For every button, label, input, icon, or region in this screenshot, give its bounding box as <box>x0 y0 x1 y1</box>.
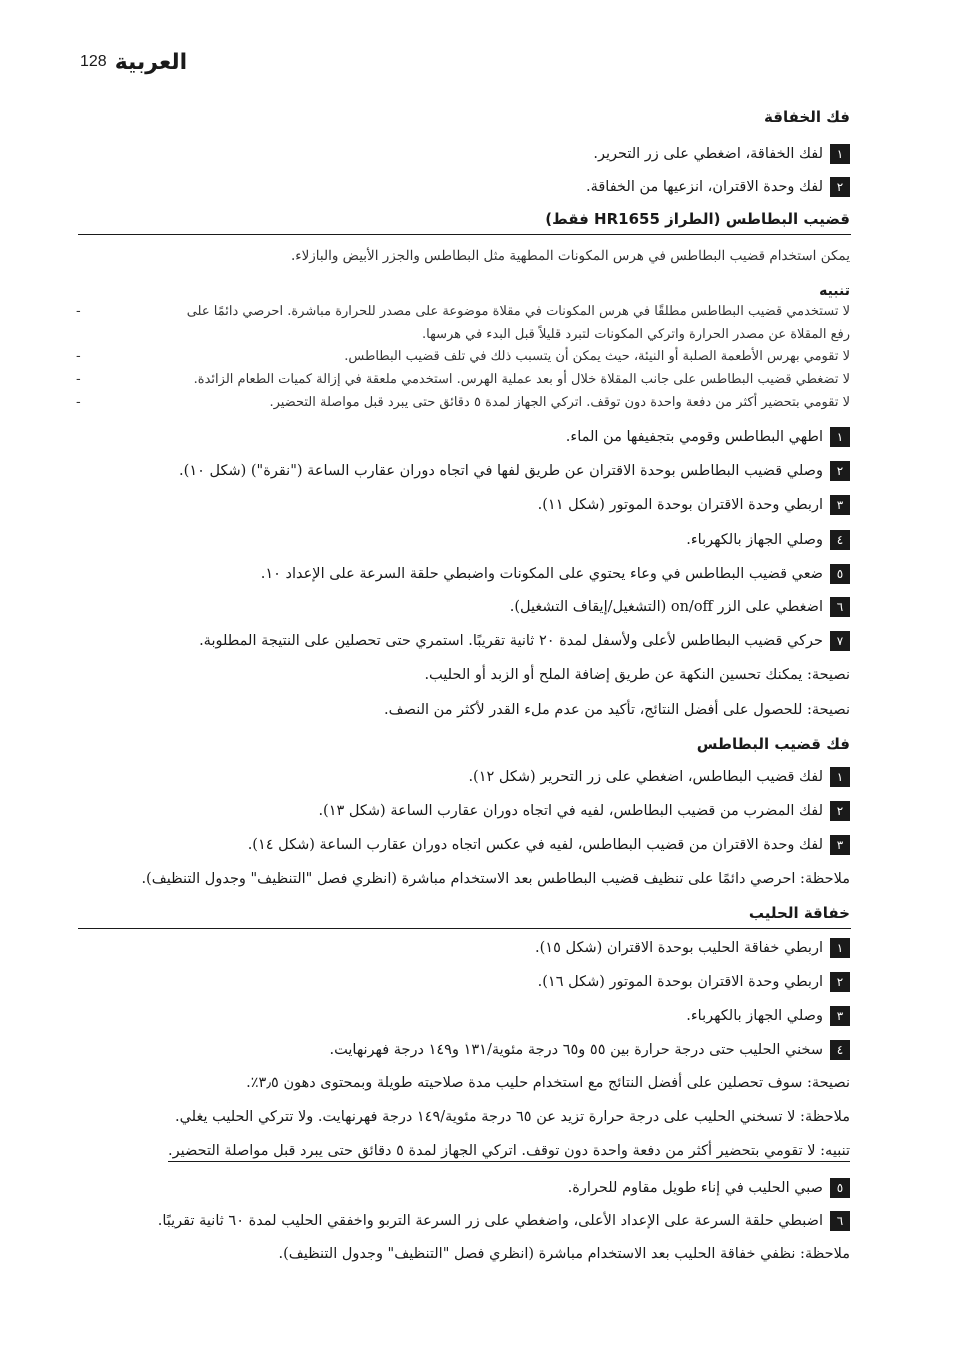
section-title-detach-masher: فك قضيب البطاطس <box>696 735 850 753</box>
step-number: ٦ <box>830 597 850 617</box>
step-text: اطهي البطاطس وقومي بتجفيفها من الماء. <box>565 429 823 445</box>
step-number: ٣ <box>830 495 850 515</box>
step-text: لفك وحدة الاقتران من قضيب البطاطس، لفيه في عكس اتجاه دوران عقارب الساعة (شكل ١٤). <box>247 837 823 853</box>
step-number: ٥ <box>830 1178 850 1198</box>
step-text: لفك المضرب من قضيب البطاطس، لفيه في اتجاه دوران عقارب الساعة (شكل ١٣). <box>318 803 823 819</box>
step <box>78 597 850 617</box>
step <box>78 530 850 550</box>
note: ملاحظة: نظفي خفاقة الحليب بعد الاستخدام مباشرة (انظري فصل "التنظيف" وجدول التنظيف). <box>278 1246 850 1262</box>
step-text: حركي قضيب البطاطس لأعلى ولأسفل لمدة ٢٠ ثانية تقريبًا. استمري حتى تحصلين على النتيجة المطلوبة. <box>199 633 823 649</box>
step <box>78 144 850 164</box>
step-number: ٦ <box>830 1211 850 1231</box>
step-number: ٧ <box>830 631 850 651</box>
step-text: وصلي قضيب البطاطس بوحدة الاقتران عن طريق لفها في اتجاه دوران عقارب الساعة ("نقرة") (شكل ١٠). <box>179 463 823 479</box>
step-number: ٢ <box>830 801 850 821</box>
step <box>78 1006 850 1026</box>
page-language: العربية <box>114 49 188 75</box>
section-intro: يمكن استخدام قضيب البطاطس في هرس المكونات المطهية مثل البطاطس والجزر الأبيض والبازلاء. <box>290 248 850 264</box>
step-text: لفك وحدة الاقتران، انزعيها من الخفاقة. <box>585 179 823 195</box>
step <box>78 1178 850 1198</box>
step-text: وصلي الجهاز بالكهرباء. <box>686 1008 823 1024</box>
step-number: ٢ <box>830 461 850 481</box>
section-divider <box>78 928 851 929</box>
step-number: ٣ <box>830 1006 850 1026</box>
step-text: صبي الحليب في إناء طويل مقاوم للحرارة. <box>567 1180 823 1196</box>
step-number: ٤ <box>830 1040 850 1060</box>
step-number: ٤ <box>830 530 850 550</box>
step <box>78 972 850 992</box>
step-number: ١ <box>830 767 850 787</box>
page-number: 128 <box>80 53 107 70</box>
step-text: سخني الحليب حتى درجة حرارة بين ٥٥ و٦٥ درجة مئوية/١٣١ و١٤٩ درجة فهرنهايت. <box>329 1042 823 1058</box>
bullet-dash: - <box>76 304 81 319</box>
step-text: وصلي الجهاز بالكهرباء. <box>686 532 823 548</box>
step-number: ٣ <box>830 835 850 855</box>
page-header <box>80 44 187 80</box>
step <box>78 177 850 197</box>
caution-line: - لا تستخدمي قضيب البطاطس مطلقًا في هرس المكونات في مقلاة موضوعة على مصدر للحرارة مباشرة. احرصي دائمًا على <box>76 304 850 319</box>
caution-line: - لا تضغطي قضيب البطاطس على جانب المقلاة خلال أو بعد عملية الهرس. استخدمي ملعقة في إزالة كميات الطعام الزائدة. <box>76 372 850 387</box>
section-title-potato-masher: قضيب البطاطس (الطراز HR1655 فقط) <box>545 210 850 228</box>
bullet-dash: - <box>76 372 81 387</box>
caution-line: - لا تقومي بتحضير أكثر من دفعة واحدة دون توقف. اتركي الجهاز لمدة ٥ دقائق حتى يبرد قبل مواصلة التحضير. <box>76 395 850 410</box>
step-number: ٢ <box>830 177 850 197</box>
step <box>78 835 850 855</box>
step-number: ١ <box>830 938 850 958</box>
step <box>78 427 850 447</box>
note: ملاحظة: لا تسخني الحليب على درجة حرارة تزيد عن ٦٥ درجة مئوية/١٤٩ درجة فهرنهايت. ولا تتركي الحليب يغلي. <box>174 1109 850 1125</box>
step-text: اربطي وحدة الاقتران بوحدة الموتور (شكل ١٦). <box>537 974 823 990</box>
caution-line: - لا تقومي بهرس الأطعمة الصلبة أو النيئة، حيث يمكن أن يتسبب ذلك في تلف قضيب البطاطس. <box>76 349 850 364</box>
step <box>78 495 850 515</box>
step-text: اربطي خفاقة الحليب بوحدة الاقتران (شكل ١٥). <box>535 940 823 956</box>
section-divider <box>78 234 851 235</box>
step <box>78 1040 850 1060</box>
step-text: اضغطي على الزر on/off (التشغيل/إيقاف التشغيل). <box>509 599 823 615</box>
step-text: اضبطي حلقة السرعة على الإعداد الأعلى، واضغطي على زر السرعة التربو واخفقي الحليب لمدة ٦٠ ثانية تقريبًا. <box>157 1213 823 1229</box>
bullet-dash: - <box>76 395 81 410</box>
bullet-dash: - <box>76 349 81 364</box>
step-text: لفك قضيب البطاطس، اضغطي على زر التحرير (شكل ١٢). <box>468 769 823 785</box>
caution-title: تنبيه <box>819 283 850 299</box>
step <box>78 461 850 481</box>
tip: نصيحة: يمكنك تحسين النكهة عن طريق إضافة الملح أو الزبد أو الحليب. <box>424 667 850 683</box>
section-title-detach-whisk: فك الخفاقة <box>764 108 850 126</box>
step <box>78 938 850 958</box>
caution-inline <box>78 1143 850 1159</box>
step-number: ١ <box>830 144 850 164</box>
tip: نصيحة: سوف تحصلين على أفضل النتائج مع استخدام حليب مدة صلاحيته طويلة وبمحتوى دهون ٣٫٥٪. <box>246 1075 850 1091</box>
step-number: ٢ <box>830 972 850 992</box>
caution-line-cont: رفع المقلاة عن مصدر الحرارة واتركي المكونات لتبرد قليلاً قبل البدء في هرسها. <box>421 327 850 342</box>
step <box>78 1211 850 1231</box>
section-title-milk-frother: خفاقة الحليب <box>748 904 850 922</box>
step <box>78 801 850 821</box>
caution-text: تنبيه: لا تقومي بتحضير أكثر من دفعة واحدة دون توقف. اتركي الجهاز لمدة ٥ دقائق حتى يبرد قبل مواصلة التحضير. <box>168 1143 850 1162</box>
step-text: لفك الخفاقة، اضغطي على زر التحرير. <box>593 146 823 162</box>
step-text: ضعي قضيب البطاطس في وعاء يحتوي على المكونات واضبطي حلقة السرعة على الإعداد ١٠. <box>260 566 823 582</box>
step <box>78 564 850 584</box>
step-number: ١ <box>830 427 850 447</box>
note: ملاحظة: احرصي دائمًا على تنظيف قضيب البطاطس بعد الاستخدام مباشرة (انظري فصل "التنظيف" وجدول التنظيف). <box>141 871 850 887</box>
tip: نصيحة: للحصول على أفضل النتائج، تأكيد من عدم ملء القدر لأكثر من النصف. <box>384 702 850 718</box>
step <box>78 631 850 651</box>
step <box>78 767 850 787</box>
step-text: اربطي وحدة الاقتران بوحدة الموتور (شكل ١١). <box>537 497 823 513</box>
step-number: ٥ <box>830 564 850 584</box>
